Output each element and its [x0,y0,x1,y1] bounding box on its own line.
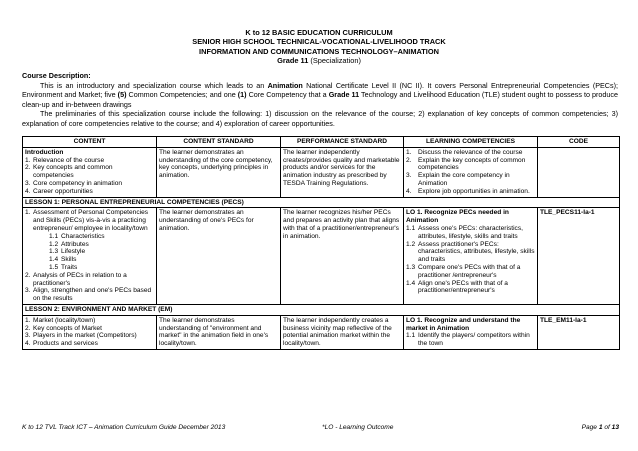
grade-label: Grade 11 [277,55,309,65]
description-title: Course Description: [22,71,91,80]
header-line-1: K to 12 BASIC EDUCATION CURRICULUM [245,28,393,37]
intro-competencies-cell [404,147,538,197]
list-item: 2. Explain the key concepts of common competencies [406,156,526,172]
list-item: 1.1 Characteristics [49,232,105,240]
footer-guide-title: K to 12 TVL Track ICT – Animation Curriculum Guide December 2013 [22,424,226,431]
list-item: 1.4 Align one's PECs with that of a practitioner/entrepreneur's [406,279,508,295]
list-item: 3. Core competency in animation [25,179,123,187]
lesson-2-content-list [25,317,154,348]
lesson-1-standard-cell: The learner demonstrates an understanding of one's PECs for animation. [157,208,281,305]
header-performance-standard: PERFORMANCE STANDARD [281,137,404,148]
lesson-1-competencies-list [406,225,535,295]
intro-competencies-list [406,149,535,196]
header-learning-competencies: LEARNING COMPETENCIES [404,137,538,148]
list-item: 3. Align, strengthen and one's PECs based on the results [25,287,152,303]
intro-performance-cell: The learner independently creates/provides quality and marketable products and/or services for the animation industry as prescribed by TESDA Training Regulations. [281,147,404,197]
lesson-2-title: LESSON 2: ENVIRONMENT AND MARKET (EM) [23,304,620,315]
footer-page-number: Page 1 of 13 [581,424,619,431]
lesson-2-title-row [23,304,620,315]
list-item: 1. Assessment of Personal Competencies and Skills (PECs) vis-à-vis a practicing entrepreneur/ employee in locality/town [25,209,149,232]
list-item: 4. Career opportunities [25,187,93,195]
lesson-2-standard-cell: The learner demonstrates understanding of "environment and market" in the animation field in one's locality/town. [157,315,281,349]
header-grade [0,56,638,65]
list-item: 1.3 Lifestyle [49,248,86,256]
list-item: 3. Explain the core competency in Animation [406,172,510,187]
lesson-1-content-cell [23,208,157,305]
table-row-lesson-2 [23,315,620,349]
header-line-3: INFORMATION AND COMMUNICATIONS TECHNOLOGY–ANIMATION [199,46,439,56]
intro-title: Introduction [25,148,64,156]
lesson-1-code: TLE_PECS11-Ia-1 [538,208,620,305]
table-row-lesson-1 [23,208,620,305]
table-header-row [23,137,620,148]
lesson-1-title: LESSON 1: PERSONAL ENTREPRENEURIAL COMPETENCIES (PECS) [23,197,620,208]
list-item: 4. Products and services [25,340,98,348]
list-item: 2. Key concepts of Market [25,324,102,332]
intro-content-list [25,157,154,196]
lesson-2-performance-cell: The learner independently creates a business vicinity map reflective of the potential animation market within the locality/town. [281,315,404,349]
intro-standard-cell: The learner demonstrates an understanding of the core competency, key concepts, underlying principles in animation. [157,147,281,197]
header-code: CODE [538,137,620,148]
lesson-1-content-list [25,209,154,303]
lesson-2-competencies-list [406,332,535,348]
spec-label: (Specialization) [310,55,361,65]
lesson-1-title-row [23,197,620,208]
lesson-2-lo: LO 1. Recognize and understand the market in Animation [406,316,521,332]
list-item: 1.3 Compare one's PECs with that of a practitioner /entrepreneur's [406,263,521,279]
list-item: 2. Analysis of PECs in relation to a practitioner's [25,271,127,287]
list-item: 1.4 Skills [49,256,77,264]
list-item: 3. Players in the market (Competitors) [25,332,137,340]
list-item: 1.1 Identify the players/ competitors within the town [406,332,530,348]
lesson-2-code: TLE_EM11-Ia-1 [538,315,620,349]
list-item: 1. Discuss the relevance of the course [406,148,523,156]
intro-code-cell [538,147,620,197]
header-content: CONTENT [23,137,157,148]
lesson-1-competencies-cell [404,208,538,305]
lesson-2-competencies-cell [404,315,538,349]
lesson-2-content-cell [23,315,157,349]
lesson-1-lo: LO 1. Recognize PECs needed in Animation [406,209,509,225]
curriculum-table [22,136,620,350]
list-item: 1. Relevance of the course [25,156,105,164]
list-item: 2. Key concepts and common competencies [25,164,113,180]
course-description [22,71,618,129]
table-row-introduction [23,147,620,197]
lesson-1-performance-cell: The learner recognizes his/her PECs and prepares an activity plan that aligns with that of a practitioner/entrepreneur's in animation. [281,208,404,305]
intro-content-cell [23,147,157,197]
list-item: 1.1 Assess one's PECs: characteristics, attributes, lifestyle, skills and traits [406,224,523,240]
list-item: 1.2 Assess practitioner's PECs: characteristics, attributes, lifestyle, skills and traits [406,240,535,264]
list-item: 1. Market (locality/town) [25,316,96,324]
document-header [0,28,638,65]
footer-lo-note: *LO - Learning Outcome [322,424,394,431]
description-paragraph-1: This is an introductory and specialization course which leads to an Animation National Certificate Level II (NC II). It covers Personal Entrepreneurial Competencies (PECs); Environment and Market; five (5) Common Competencies; and one (1) Core Competency that a Grade 11 Technology and Livelihood Education (TLE) student ought to possess to produce clean-up and in-between drawings [22,80,618,109]
list-item: 1.2 Attributes [49,240,89,248]
header-content-standard: CONTENT STANDARD [157,137,281,148]
header-line-2: SENIOR HIGH SCHOOL TECHNICAL-VOCATIONAL-LIVELIHOOD TRACK [192,37,446,47]
list-item: 1.5 Traits [49,263,78,271]
description-paragraph-2: The preliminaries of this specialization course include the following: 1) discussion on the relevance of the course; 2) explanation of key concepts of common competencies; 3) explanation of core competencies relative to the course; and 4) exploration of career opportunities. [22,109,618,128]
list-item: 4. Explore job opportunities in animation. [406,187,530,195]
